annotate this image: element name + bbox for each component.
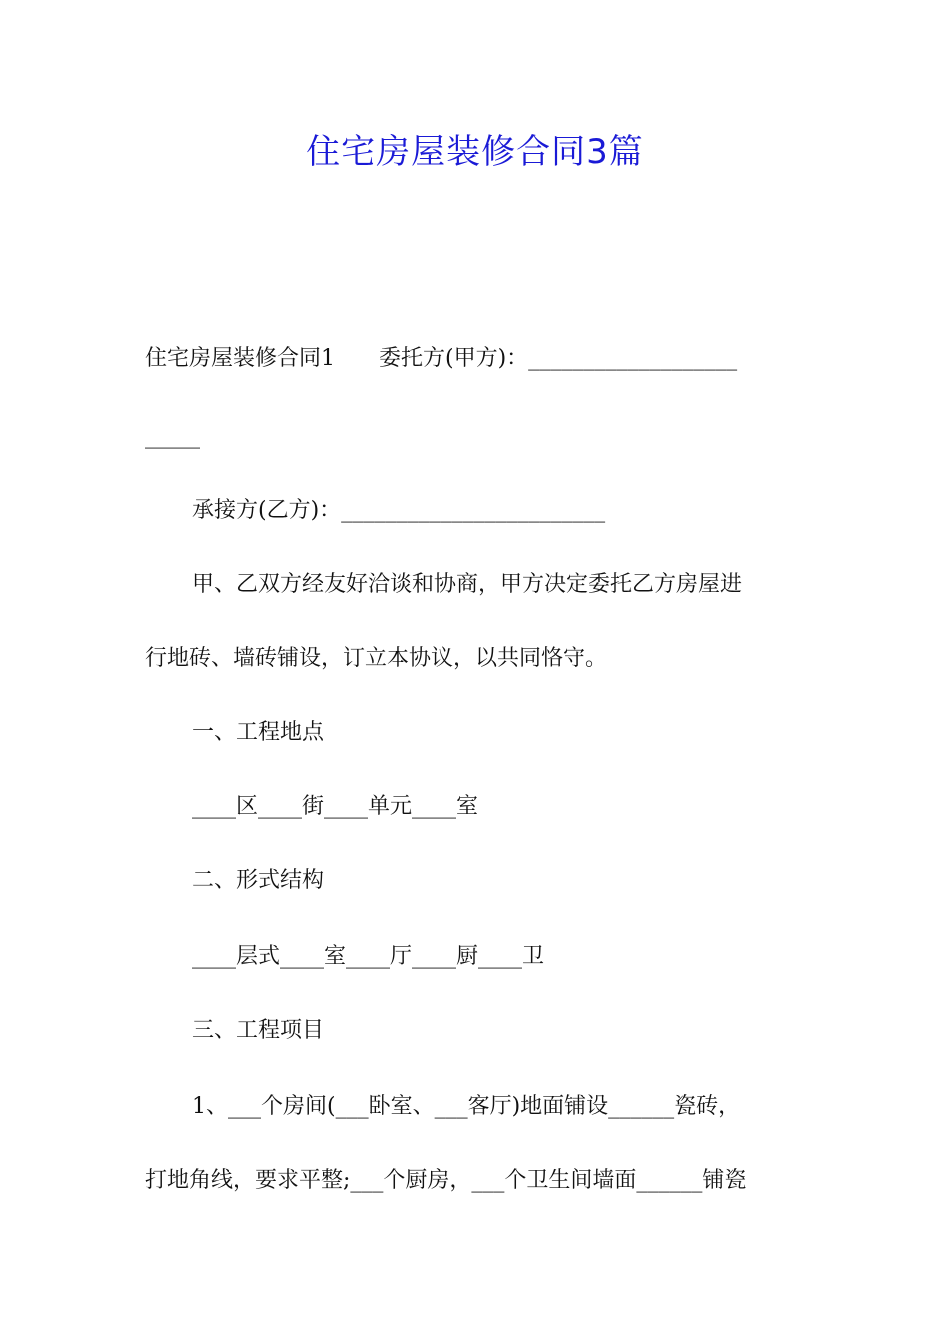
intro-paragraph-line-2: 行地砖、墙砖铺设，订立本协议，以共同恪守。 [145,646,608,671]
section-heading-items: 三、工程项目 [192,1018,325,1043]
section-heading-structure: 二、形式结构 [192,868,325,893]
contractor-line: 承接方(乙方)：________________________ [192,498,606,523]
item-1-line-2: 打地角线，要求平整;___个厨房，___个卫生间墙面______铺瓷 [145,1168,747,1193]
location-blanks: ____区____街____单元____室 [192,794,479,819]
structure-blanks: ____层式____室____厅____厨____卫 [192,944,545,969]
document-title: 住宅房屋装修合同3篇 [306,132,644,172]
contract-heading-client-line: 住宅房屋装修合同1 委托方(甲方)：___________________ [145,346,738,371]
client-blank-continuation: _____ [145,424,200,449]
item-1-line-1: 1、___个房间(___卧室、___客厅)地面铺设______瓷砖， [192,1094,741,1119]
intro-paragraph-line-1: 甲、乙双方经友好洽谈和协商，甲方决定委托乙方房屋进 [192,572,743,597]
section-heading-location: 一、工程地点 [192,720,325,745]
